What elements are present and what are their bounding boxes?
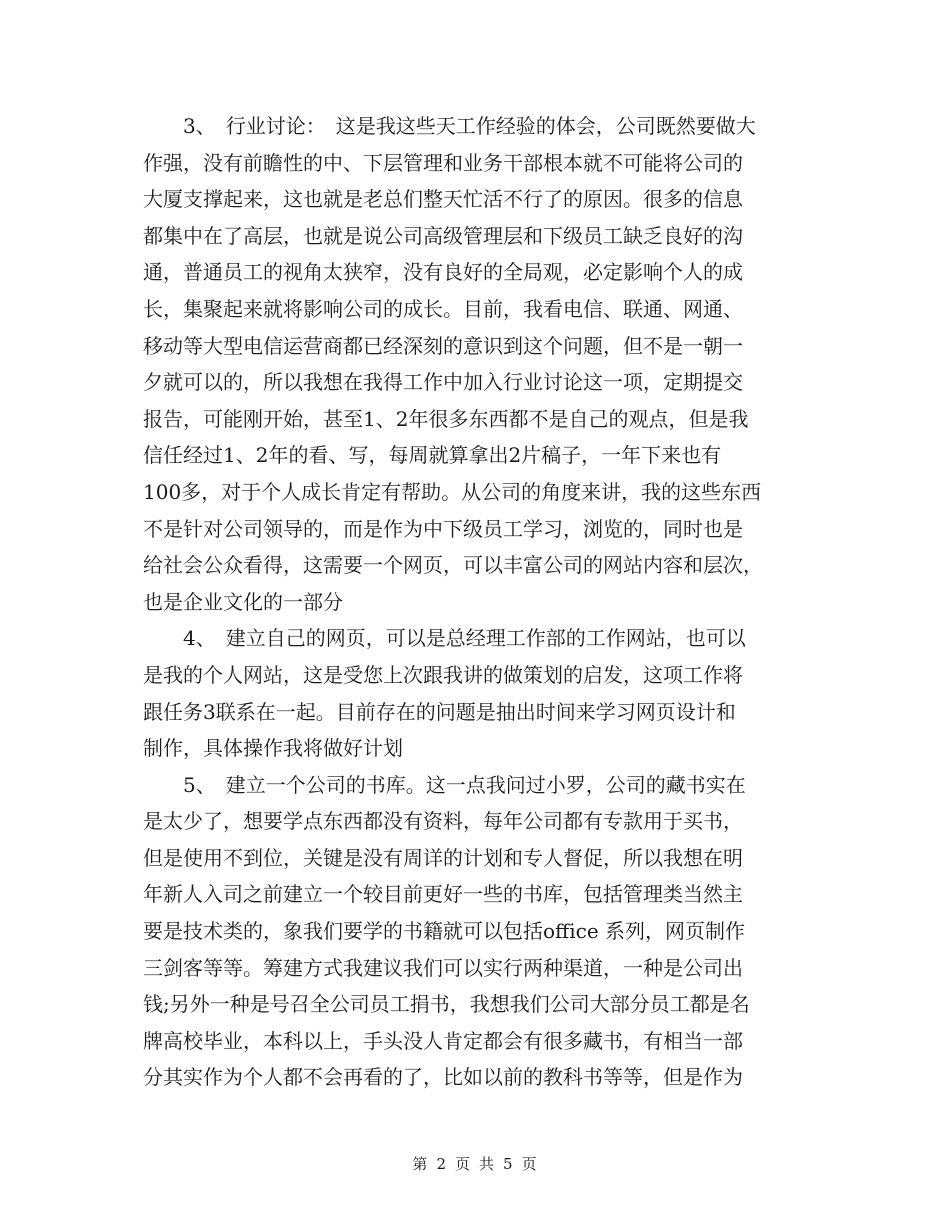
footer-prefix: 第 bbox=[412, 1155, 429, 1173]
text-line: 信任经过1、2年的看、写，每周就算拿出2片稿子，一年下来也有 bbox=[143, 443, 722, 468]
text-line: 要是技术类的，象我们要学的书籍就可以包括office 系列，网页制作 bbox=[143, 919, 746, 944]
text-line: 大厦支撑起来，这也就是老总们整天忙活不行了的原因。很多的信息 bbox=[143, 187, 743, 212]
text-line: 报告，可能刚开始，甚至1、2年很多东西都不是自己的观点，但是我 bbox=[143, 406, 749, 431]
footer-total-word: 共 bbox=[479, 1155, 496, 1173]
text-line: 钱;另外一种是号召全公司员工捐书，我想我们公司大部分员工都是名 bbox=[143, 992, 750, 1017]
text-line: 跟任务3联系在一起。目前存在的问题是抽出时间来学习网页设计和 bbox=[143, 699, 736, 724]
text-line: 制作，具体操作我将做好计划 bbox=[143, 736, 403, 761]
text-line: 但是使用不到位，关键是没有周详的计划和专人督促，所以我想在明 bbox=[143, 845, 743, 870]
text-line: 移动等大型电信运营商都已经深刻的意识到这个问题，但不是一朝一 bbox=[143, 333, 743, 358]
text-line: 是我的个人网站，这是受您上次跟我讲的做策划的启发，这项工作将 bbox=[143, 662, 743, 687]
text-line: 是太少了，想要学点东西都没有资料，每年公司都有专款用于买书， bbox=[143, 809, 743, 834]
text-line: 100多，对于个人成长肯定有帮助。从公司的角度来讲，我的这些东西 bbox=[143, 479, 762, 504]
page-footer bbox=[0, 1153, 950, 1174]
text-line: 4、 建立自己的网页，可以是总经理工作部的工作网站，也可以 bbox=[143, 626, 746, 651]
footer-total-pages: 5 bbox=[503, 1155, 514, 1173]
text-line: 长，集聚起来就将影响公司的成长。目前，我看电信、联通、网通、 bbox=[143, 296, 743, 321]
text-line: 三剑客等等。筹建方式我建议我们可以实行两种渠道，一种是公司出 bbox=[143, 955, 743, 980]
text-line: 年新人入司之前建立一个较目前更好一些的书库，包括管理类当然主 bbox=[143, 882, 743, 907]
document-body bbox=[143, 108, 811, 1096]
text-line: 都集中在了高层，也就是说公司高级管理层和下级员工缺乏良好的沟 bbox=[143, 223, 743, 248]
text-line: 作强，没有前瞻性的中、下层管理和业务干部根本就不可能将公司的 bbox=[143, 150, 743, 175]
text-line: 通，普通员工的视角太狭窄，没有良好的全局观，必定影响个人的成 bbox=[143, 260, 743, 285]
text-line: 给社会公众看得，这需要一个网页，可以丰富公司的网站内容和层次， bbox=[143, 553, 763, 578]
text-line: 不是针对公司领导的，而是作为中下级员工学习，浏览的，同时也是 bbox=[143, 516, 743, 541]
text-line: 3、 行业讨论： 这是我这些天工作经验的体会，公司既然要做大 bbox=[143, 114, 756, 138]
text-line: 5、 建立一个公司的书库。这一点我问过小罗，公司的藏书实在 bbox=[143, 772, 746, 797]
text-line: 分其实作为个人都不会再看的了，比如以前的教科书等等，但是作为 bbox=[143, 1065, 743, 1090]
text-line: 也是企业文化的一部分 bbox=[143, 589, 343, 614]
text-line: 牌高校毕业，本科以上，手头没人肯定都会有很多藏书，有相当一部 bbox=[143, 1028, 743, 1053]
footer-page-word: 页 bbox=[454, 1155, 471, 1173]
footer-suffix: 页 bbox=[521, 1155, 538, 1173]
text-line: 夕就可以的，所以我想在我得工作中加入行业讨论这一项，定期提交 bbox=[143, 370, 743, 395]
footer-page-number: 2 bbox=[436, 1155, 447, 1173]
